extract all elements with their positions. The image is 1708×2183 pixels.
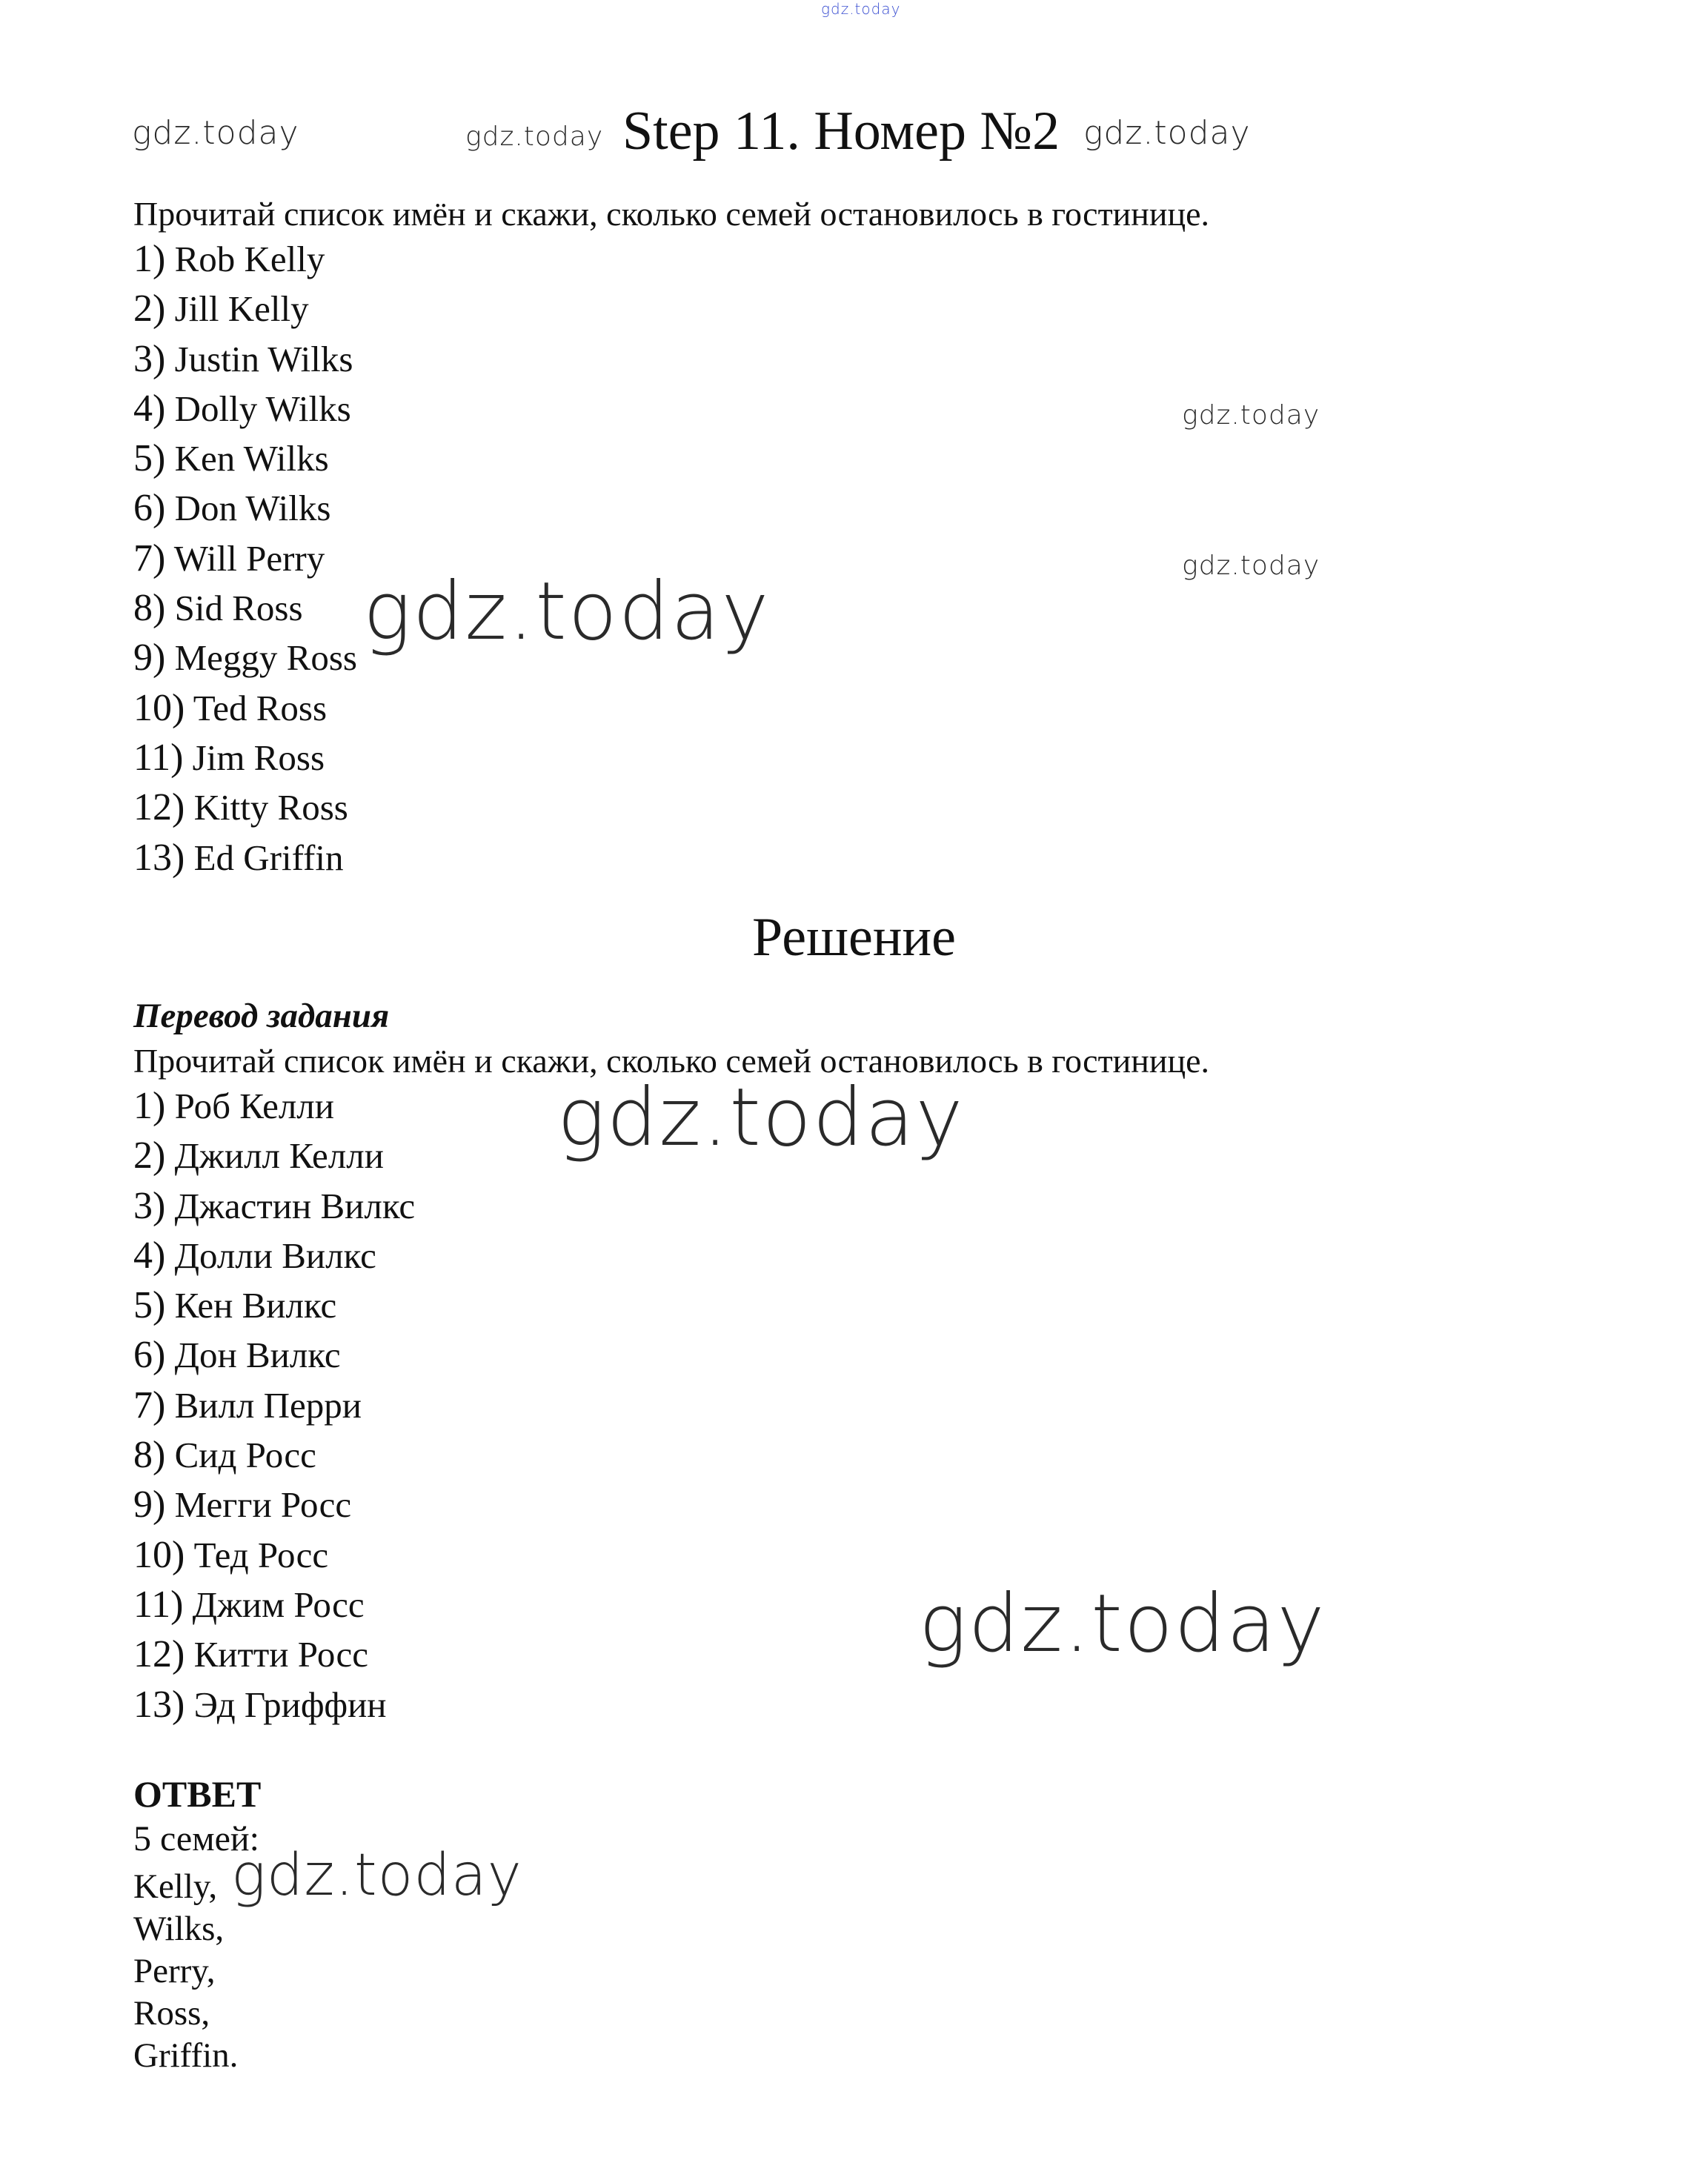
list-item: Ross,	[133, 1994, 210, 2033]
list-item: 13) Ed Griffin	[133, 836, 344, 879]
list-item: 5) Ken Wilks	[133, 437, 329, 480]
solution-heading: Решение	[752, 907, 956, 968]
watermark-header-mid: gdz.today	[465, 122, 604, 152]
translation-name-list	[133, 1081, 415, 1730]
list-item: 3) Justin Wilks	[133, 337, 353, 380]
list-item: 7) Вилл Перри	[133, 1383, 362, 1426]
list-item: 2) Jill Kelly	[133, 288, 309, 330]
watermark-large-3: gdz.today	[919, 1578, 1326, 1670]
watermark-top-center: gdz.today	[821, 0, 901, 18]
page-title: Step 11. Номер №2	[622, 101, 1060, 162]
list-item: 13) Эд Гриффин	[133, 1683, 387, 1726]
answer-count: 5 семей:	[133, 1819, 259, 1858]
list-item: 5) Кен Вилкс	[133, 1284, 337, 1327]
watermark-large-1: gdz.today	[363, 565, 771, 658]
list-item: 8) Сид Росс	[133, 1434, 316, 1477]
list-item: Wilks,	[133, 1910, 225, 1948]
list-item: 6) Don Wilks	[133, 487, 331, 530]
task-instruction: Прочитай список имён и скажи, сколько семей остановилось в гостинице.	[133, 195, 1210, 233]
list-item: 11) Jim Ross	[133, 736, 325, 779]
list-item: Kelly,	[133, 1867, 218, 1906]
list-item: 12) Kitty Ross	[133, 786, 348, 829]
watermark-right-2: gdz.today	[1182, 551, 1320, 581]
list-item: 10) Тед Росс	[133, 1533, 329, 1576]
list-item: Perry,	[133, 1952, 216, 1990]
watermark-right-1: gdz.today	[1182, 400, 1320, 431]
translation-instruction: Прочитай список имён и скажи, сколько семей остановилось в гостинице.	[133, 1042, 1210, 1080]
list-item: 4) Долли Вилкс	[133, 1234, 376, 1277]
watermark-header-right: gdz.today	[1083, 114, 1251, 152]
list-item: 4) Dolly Wilks	[133, 387, 351, 430]
answer-heading: ОТВЕТ	[133, 1773, 262, 1815]
list-item: 9) Мегги Росс	[133, 1483, 352, 1526]
list-item: Griffin.	[133, 2036, 239, 2075]
answer-family-list	[133, 1866, 238, 2077]
list-item: 10) Ted Ross	[133, 686, 328, 729]
watermark-large-2: gdz.today	[557, 1071, 965, 1164]
watermark-answer: gdz.today	[231, 1842, 522, 1909]
task-name-list	[133, 234, 357, 883]
list-item: 9) Meggy Ross	[133, 637, 357, 680]
list-item: 2) Джилл Келли	[133, 1134, 384, 1177]
list-item: 11) Джим Росс	[133, 1583, 365, 1626]
list-item: 3) Джастин Вилкс	[133, 1184, 416, 1227]
list-item: 8) Sid Ross	[133, 587, 303, 630]
translation-heading: Перевод задания	[133, 997, 390, 1035]
list-item: 7) Will Perry	[133, 536, 325, 579]
list-item: 6) Дон Вилкс	[133, 1334, 341, 1377]
list-item: 1) Роб Келли	[133, 1085, 334, 1127]
list-item: 12) Китти Росс	[133, 1633, 369, 1676]
list-item: 1) Rob Kelly	[133, 238, 325, 280]
watermark-header-left: gdz.today	[132, 114, 299, 152]
